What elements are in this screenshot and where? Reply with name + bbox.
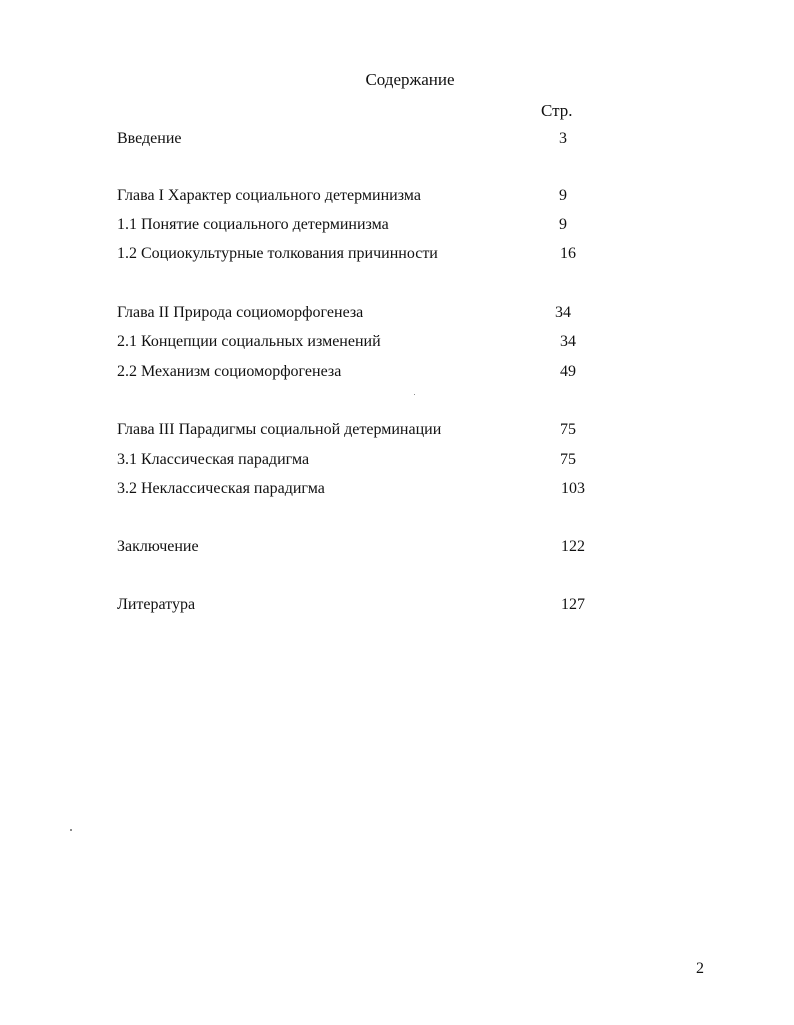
toc-entry-page: 49 [560, 363, 576, 380]
toc-entry-chapter-1 [0, 187, 794, 211]
toc-entry-page: 75 [560, 421, 576, 438]
toc-entry-label: 2.1 Концепции социальных изменений [117, 333, 381, 350]
toc-entry-page: 122 [561, 538, 585, 555]
toc-entry-label: Литература [117, 596, 196, 613]
toc-entry-section-3-1 [0, 451, 794, 475]
toc-entry-section-3-2 [0, 480, 794, 504]
scan-speck [70, 829, 72, 831]
scan-speck [414, 394, 415, 395]
toc-entry-label: Глава II Природа социоморфогенеза [117, 304, 364, 321]
toc-entry-section-2-2 [0, 363, 794, 387]
toc-entry-page: 3 [559, 130, 567, 147]
toc-entry-page: 75 [560, 451, 576, 468]
toc-entry-label: Заключение [117, 538, 199, 555]
toc-entry-chapter-2 [0, 304, 794, 328]
page-title: Содержание [365, 70, 455, 89]
toc-entry-page: 34 [555, 304, 571, 321]
toc-entry-page: 16 [560, 245, 576, 262]
page-number: 2 [696, 960, 704, 977]
toc-entry-label: 1.1 Понятие социального детерминизма [117, 216, 389, 233]
toc-entry-page: 9 [559, 216, 567, 233]
page-column-header: Стр. [541, 101, 573, 120]
toc-entry-section-1-1 [0, 216, 794, 240]
toc-entry-page: 34 [560, 333, 576, 350]
toc-entry-bibliography [0, 596, 794, 620]
toc-entry-page: 103 [561, 480, 585, 497]
toc-entry-label: 3.1 Классическая парадигма [117, 451, 310, 468]
toc-entry-page: 9 [559, 187, 567, 204]
toc-entry-section-1-2 [0, 245, 794, 269]
toc-entry-label: 2.2 Механизм социоморфогенеза [117, 363, 342, 380]
toc-entry-label: 3.2 Неклассическая парадигма [117, 480, 325, 497]
toc-entry-introduction [0, 130, 794, 154]
toc-entry-section-2-1 [0, 333, 794, 357]
toc-entry-chapter-3 [0, 421, 794, 445]
toc-entry-label: Глава III Парадигмы социальной детерминации [117, 421, 442, 438]
toc-entry-conclusion [0, 538, 794, 562]
toc-entry-label: Глава I Характер социального детерминизма [117, 187, 421, 204]
toc-entry-label: 1.2 Социокультурные толкования причинности [117, 245, 438, 262]
toc-entry-page: 127 [561, 596, 585, 613]
toc-entry-label: Введение [117, 130, 182, 147]
